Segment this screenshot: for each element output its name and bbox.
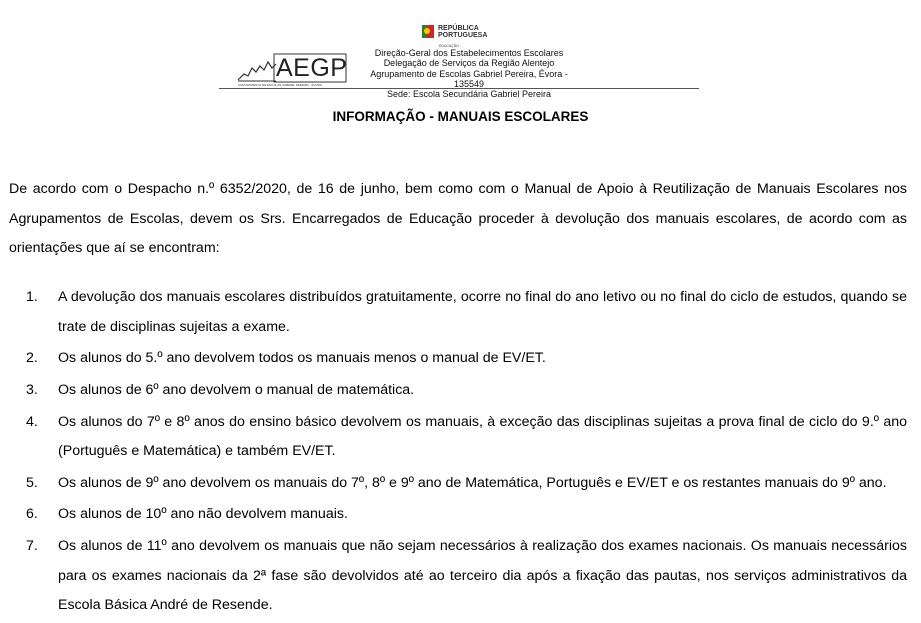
document-title: INFORMAÇÃO - MANUAIS ESCOLARES [332,109,589,124]
list-item-text: Os alunos do 7º e 8º anos do ensino básico devolvem os manuais, à exceção das disciplinas sujeitas a prova final de ciclo do 9.º ano (Português e Matemática) e também EV/ET. [58,413,907,460]
list-item [26,469,907,499]
republic-emblem-icon [421,24,435,40]
logo-subtext: AGRUPAMENTO DE ESCOLAS GABRIEL PEREIRA · ÉVORA [238,83,322,87]
list-item [26,532,907,621]
letterhead-line: Direção-Geral dos Estabelecimentos Escolares [374,48,564,58]
list-item [26,408,907,467]
list-number: 2. [26,350,38,367]
letterhead [0,0,921,100]
list-item-text: Os alunos de 11º ano devolvem os manuais que não sejam necessários à realização dos exames nacionais. Os manuais necessários para os exames nacionais da 2ª fase são devolvidos até ao terceiro dia após a fixação das pautas, nos serviços administrativos da Escola Básica André de Resende. [58,538,907,614]
list-item [26,283,907,342]
list-number: 1. [26,289,38,305]
list-number: 7. [26,538,38,555]
list-item-text: Os alunos de 10º ano não devolvem manuais. [58,506,348,523]
orientation-list [26,283,907,623]
list-item-text: A devolução dos manuais escolares distribuídos gratuitamente, ocorre no final do ano letivo ou no final do ciclo de estudos, quando se trate de disciplinas sujeitas a exame. [58,289,907,335]
list-item-text: Os alunos de 6º ano devolvem o manual de matemática. [58,381,415,398]
list-item [26,376,907,406]
letterhead-line: Sede: Escola Secundária Gabriel Pereira [386,89,552,100]
intro-paragraph: De acordo com o Despacho n.º 6352/2020, de 16 de junho, bem como com o Manual de Apoio à Reutilização de Manuais Escolares nos Agrupamentos de Escolas, devem os Srs. Encarregados de Educação proceder à devolução dos manuais escolares, de acordo com as orientações que aí se encontram: [9,181,907,256]
list-item-text: Os alunos de 9º ano devolvem os manuais do 7º, 8º e 9º ano de Matemática, Português e EV/ET e os restantes manuais do 9º ano. [58,474,887,491]
letterhead-lines [354,48,584,99]
list-item-text: Os alunos do 5.º ano devolvem todos os manuais menos o manual de EV/ET. [58,350,546,367]
list-number: 6. [26,506,38,523]
list-number: 5. [26,474,38,491]
letterhead-line: Delegação de Serviços da Região Alentejo [383,58,555,69]
republic-line1: REPÚBLICA [438,25,479,32]
letterhead-line: Agrupamento de Escolas Gabriel Pereira, Évora - 135549 [370,68,568,89]
letterhead-divider [219,88,699,89]
logo-text: AEGP [276,54,348,82]
republic-line2: PORTUGUESA [438,32,488,39]
list-item [26,344,907,374]
republic-name [438,25,487,39]
list-item [26,500,907,530]
list-number: 3. [26,381,38,398]
list-number: 4. [26,413,38,430]
republic-sector: EDUCAÇÃO [439,44,459,48]
